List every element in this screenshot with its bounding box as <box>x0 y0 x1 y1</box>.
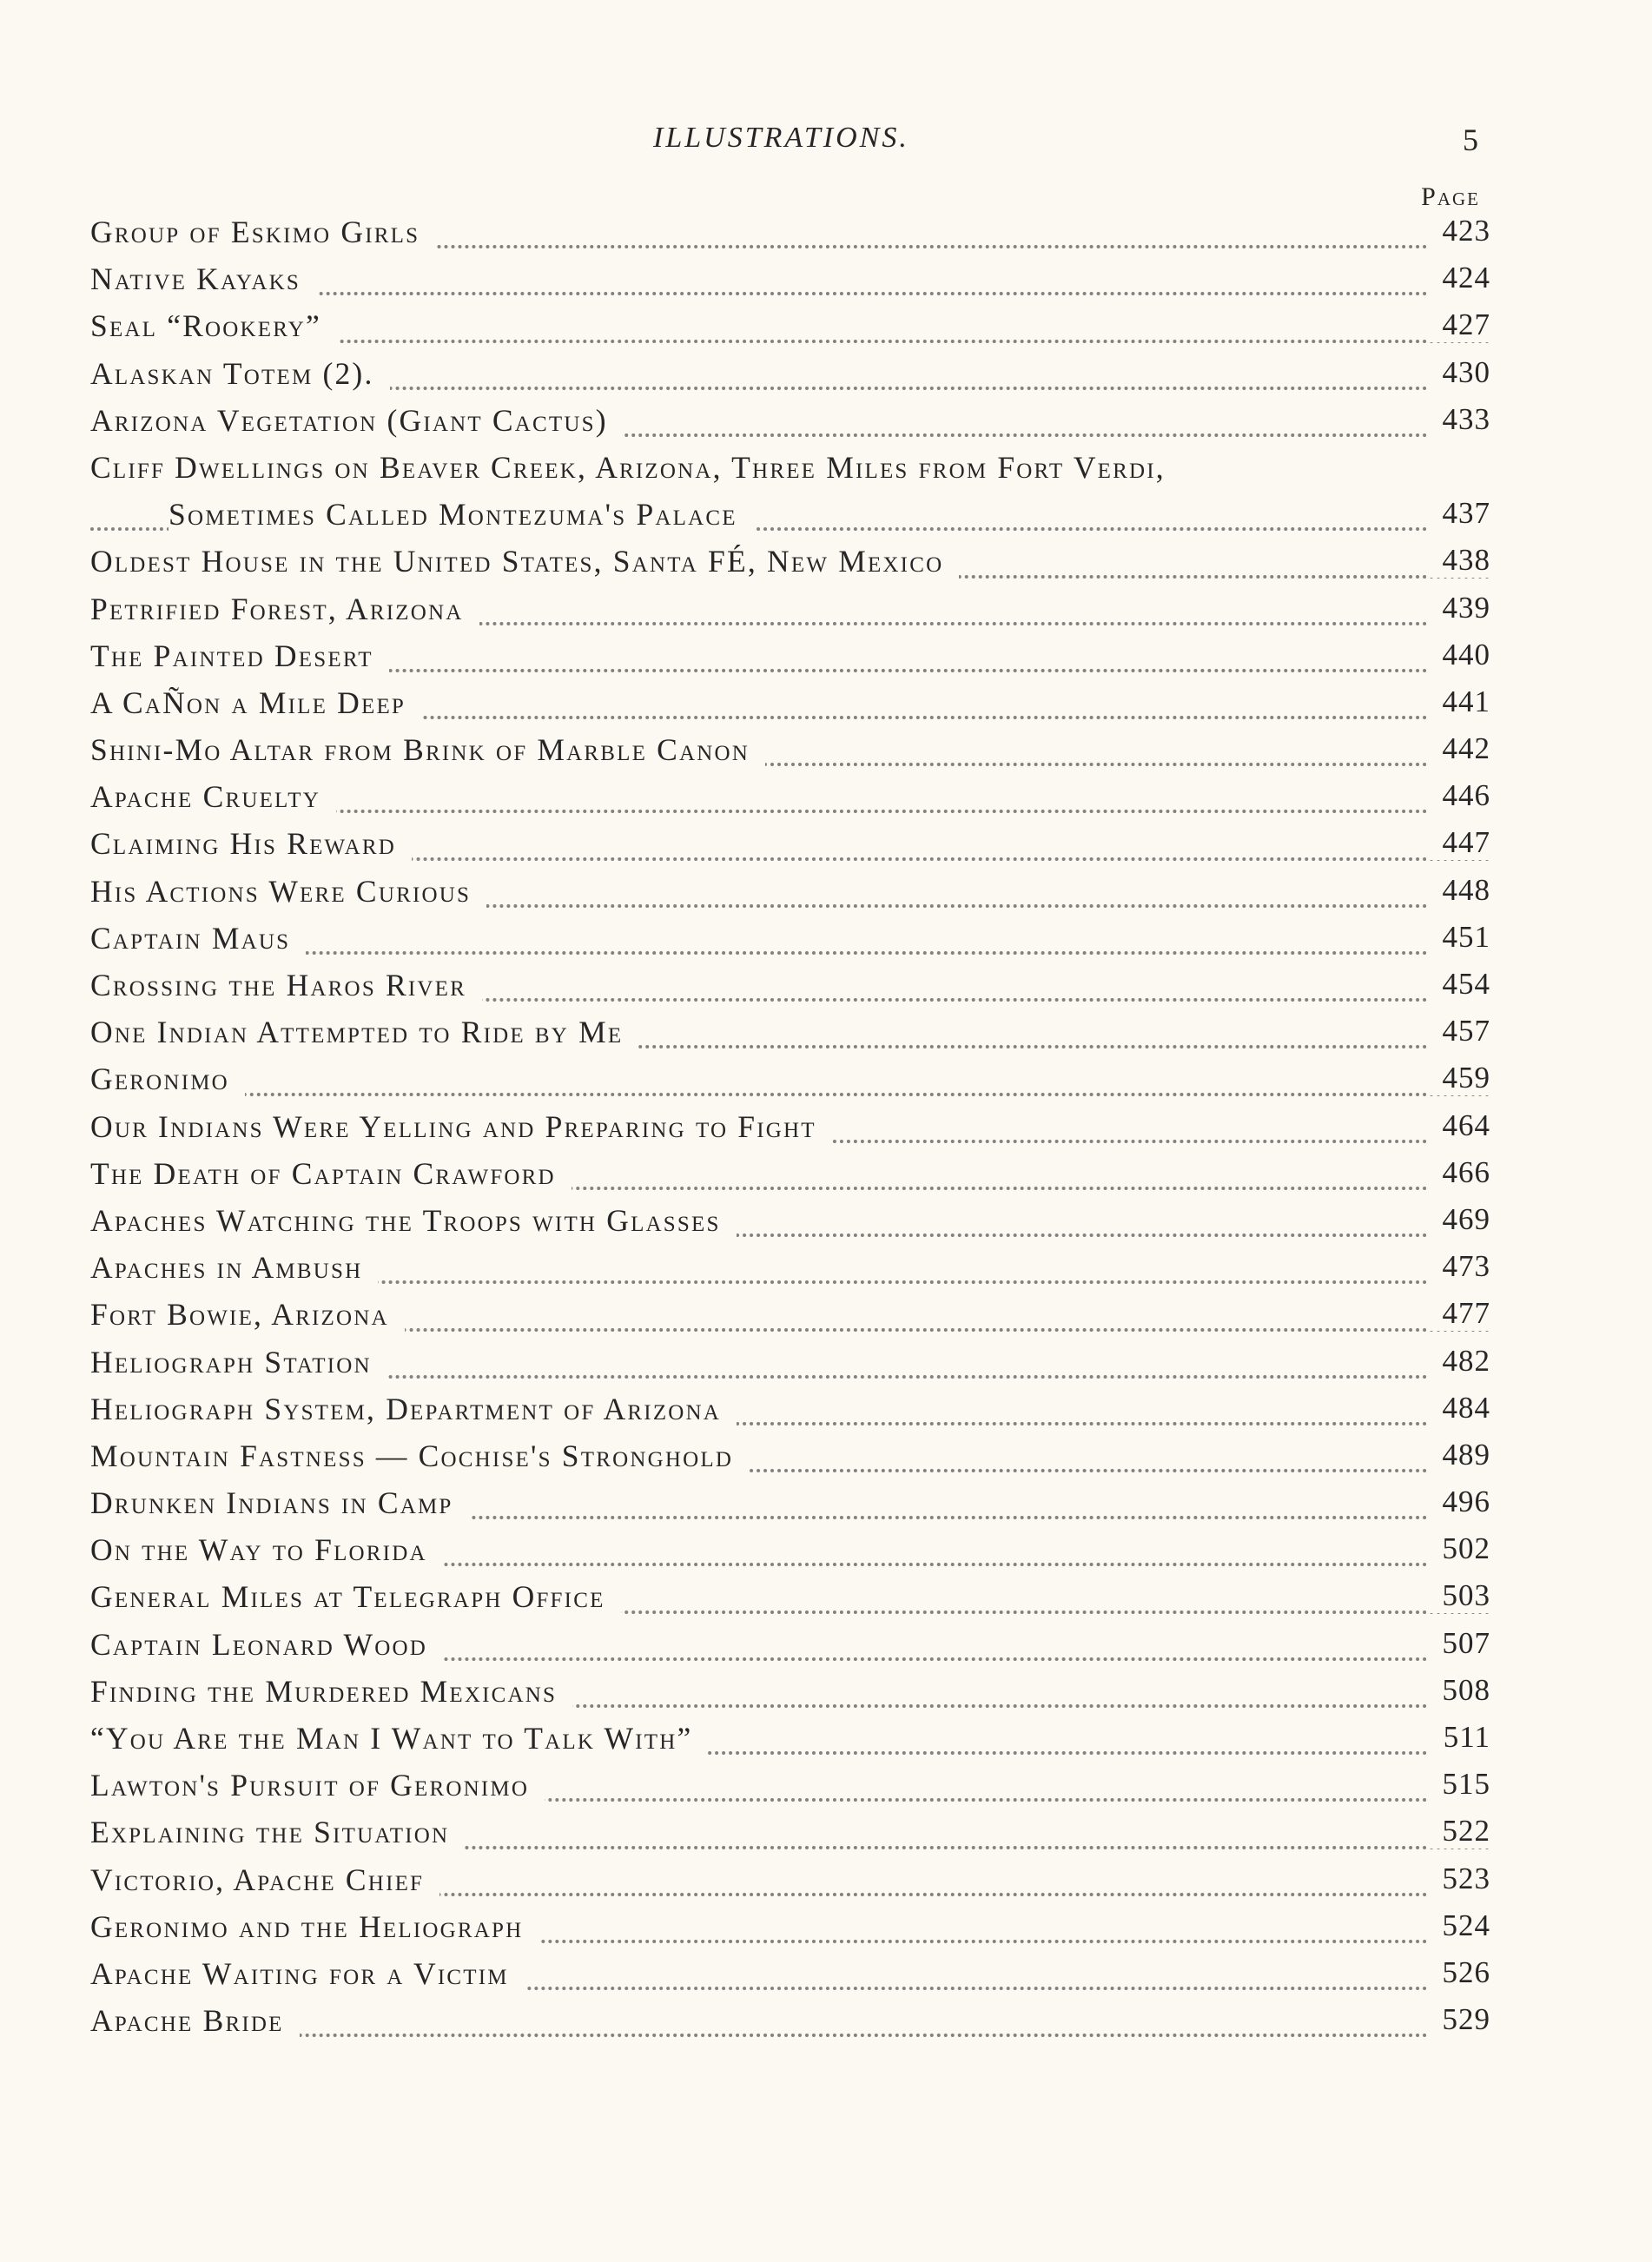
list-item <box>90 591 1490 638</box>
entry-page-number: 439 <box>1429 591 1491 625</box>
entry-title: Petrified Forest, Arizona <box>90 591 479 638</box>
entry-title: Oldest House in the United States, Santa FÉ, New Mexico <box>90 543 959 590</box>
entry-page-number: 522 <box>1429 1814 1491 1849</box>
list-item <box>90 1626 1490 1673</box>
entry-title: Heliograph System, Department of Arizona <box>90 1391 737 1438</box>
entry-page-number: 438 <box>1429 543 1491 578</box>
entry-page-number: 473 <box>1429 1249 1491 1284</box>
list-item <box>90 214 1490 261</box>
dot-leader <box>90 2034 1490 2037</box>
entry-title: One Indian Attempted to Ride by Me <box>90 1014 638 1061</box>
entry-page-number: 489 <box>1429 1438 1491 1472</box>
list-item <box>90 1202 1490 1249</box>
entry-title: “You Are the Man I Want to Talk With” <box>90 1720 708 1767</box>
entry-page-number: 440 <box>1429 638 1491 672</box>
entry-title: Claiming His Reward <box>90 825 412 872</box>
list-item <box>90 402 1490 449</box>
entry-title: Captain Leonard Wood <box>90 1626 443 1673</box>
list-item <box>90 1344 1490 1391</box>
running-title: ILLUSTRATIONS. <box>653 122 909 154</box>
entry-page-number: 484 <box>1429 1391 1491 1425</box>
entry-title: The Painted Desert <box>90 638 389 685</box>
entry-title: Victorio, Apache Chief <box>90 1862 439 1908</box>
entry-title: Apache Bride <box>90 2002 300 2049</box>
entry-title: Group of Eskimo Girls <box>90 214 435 261</box>
entry-page-number: 523 <box>1429 1862 1491 1896</box>
list-item <box>90 1438 1490 1485</box>
list-item <box>90 543 1490 590</box>
list-item <box>90 778 1490 825</box>
entry-page-number: 430 <box>1429 355 1491 390</box>
entry-page-number: 482 <box>1429 1344 1491 1379</box>
list-item <box>90 355 1490 402</box>
entry-page-number: 442 <box>1429 731 1491 766</box>
entry-page-number: 503 <box>1429 1578 1491 1613</box>
entry-title: Our Indians Were Yelling and Preparing to Fight <box>90 1108 832 1155</box>
entry-title: On the Way to Florida <box>90 1531 443 1578</box>
entry-page-number: 459 <box>1429 1061 1491 1095</box>
list-item <box>90 825 1490 872</box>
entry-title: Apaches in Ambush <box>90 1249 378 1296</box>
list-item <box>90 967 1490 1014</box>
entry-title: Lawton's Pursuit of Geronimo <box>90 1767 545 1814</box>
entry-page-number: 454 <box>1429 967 1491 1002</box>
entry-page-number: 441 <box>1429 685 1491 719</box>
entry-page-number: 526 <box>1429 1955 1491 1990</box>
entry-title: Apache Waiting for a Victim <box>90 1955 525 2002</box>
list-item <box>90 1531 1490 1578</box>
entry-title: A CaÑon a Mile Deep <box>90 685 421 731</box>
entry-page-number: 477 <box>1429 1296 1491 1331</box>
list-item <box>90 1955 1490 2002</box>
page-column-label: Page <box>1421 182 1480 211</box>
entry-title: Mountain Fastness — Cochise's Stronghold <box>90 1438 749 1485</box>
list-item <box>90 1720 1490 1767</box>
entry-page-number: 508 <box>1429 1673 1491 1708</box>
entry-title: Finding the Murdered Mexicans <box>90 1673 572 1720</box>
list-item <box>90 1108 1490 1155</box>
list-item <box>90 638 1490 685</box>
entry-page-number: 466 <box>1429 1155 1491 1190</box>
entry-page-number: 469 <box>1429 1202 1491 1237</box>
entry-title: Apaches Watching the Troops with Glasses <box>90 1202 737 1249</box>
entry-page-number: 424 <box>1429 261 1491 295</box>
list-item <box>90 449 1490 496</box>
list-item <box>90 1767 1490 1814</box>
entry-title: Geronimo <box>90 1061 245 1108</box>
entry-title: Cliff Dwellings on Beaver Creek, Arizona, Three Miles from Fort Verdi, <box>90 449 1166 485</box>
entry-page-number: 448 <box>1429 873 1491 908</box>
entry-title: Captain Maus <box>90 920 306 967</box>
list-item <box>90 1296 1490 1343</box>
list-item <box>90 1814 1490 1861</box>
list-item <box>90 308 1490 354</box>
entry-page-number: 464 <box>1429 1108 1491 1143</box>
entry-title: His Actions Were Curious <box>90 873 486 920</box>
entry-title: Crossing the Haros River <box>90 967 482 1014</box>
entry-title: Arizona Vegetation (Giant Cactus) <box>90 402 624 449</box>
entry-title: Fort Bowie, Arizona <box>90 1296 405 1343</box>
entry-page-number: 423 <box>1429 214 1491 248</box>
list-item <box>90 1673 1490 1720</box>
entry-page-number: 446 <box>1429 778 1491 813</box>
list-item <box>90 873 1490 920</box>
list-item <box>90 1908 1490 1955</box>
illustrations-list <box>90 214 1490 2049</box>
list-item <box>90 1014 1490 1061</box>
list-item <box>90 1061 1490 1108</box>
entry-page-number: 451 <box>1429 920 1491 955</box>
page-number: 5 <box>1463 122 1478 157</box>
entry-title: Shini-Mo Altar from Brink of Marble Canon <box>90 731 765 778</box>
list-item <box>90 1485 1490 1531</box>
list-item <box>90 920 1490 967</box>
entry-title-continuation: Sometimes Called Montezuma's Palace <box>169 496 753 543</box>
entry-title: Geronimo and the Heliograph <box>90 1908 539 1955</box>
list-item <box>90 261 1490 308</box>
entry-title: Apache Cruelty <box>90 778 336 825</box>
list-item <box>90 1578 1490 1625</box>
entry-page-number: 507 <box>1429 1626 1491 1661</box>
list-item <box>90 1862 1490 1908</box>
entry-title: The Death of Captain Crawford <box>90 1155 572 1202</box>
entry-page-number: 433 <box>1429 402 1491 437</box>
entry-page-number: 437 <box>1429 496 1491 531</box>
running-head <box>0 122 1652 165</box>
entry-title: Heliograph Station <box>90 1344 387 1391</box>
list-item <box>90 1391 1490 1438</box>
list-item <box>90 1249 1490 1296</box>
list-item <box>90 685 1490 731</box>
entry-page-number: 502 <box>1429 1531 1491 1566</box>
entry-page-number: 515 <box>1429 1767 1491 1802</box>
entry-page-number: 496 <box>1429 1485 1491 1519</box>
list-item <box>90 731 1490 778</box>
dot-leader <box>90 1093 1490 1096</box>
entry-title: Native Kayaks <box>90 261 316 308</box>
entry-title: Explaining the Situation <box>90 1814 465 1861</box>
list-item <box>90 2002 1490 2049</box>
entry-page-number: 511 <box>1430 1720 1490 1755</box>
list-item <box>90 1155 1490 1202</box>
entry-title: Seal “Rookery” <box>90 308 337 354</box>
entry-page-number: 529 <box>1429 2002 1491 2037</box>
entry-page-number: 524 <box>1429 1908 1491 1943</box>
entry-page-number: 427 <box>1429 308 1491 342</box>
entry-title: General Miles at Telegraph Office <box>90 1578 621 1625</box>
list-item-continued <box>90 496 1490 543</box>
entry-page-number: 457 <box>1429 1014 1491 1048</box>
entry-title: Drunken Indians in Camp <box>90 1485 469 1531</box>
entry-page-number: 447 <box>1429 825 1491 860</box>
entry-title: Alaskan Totem (2). <box>90 355 390 402</box>
